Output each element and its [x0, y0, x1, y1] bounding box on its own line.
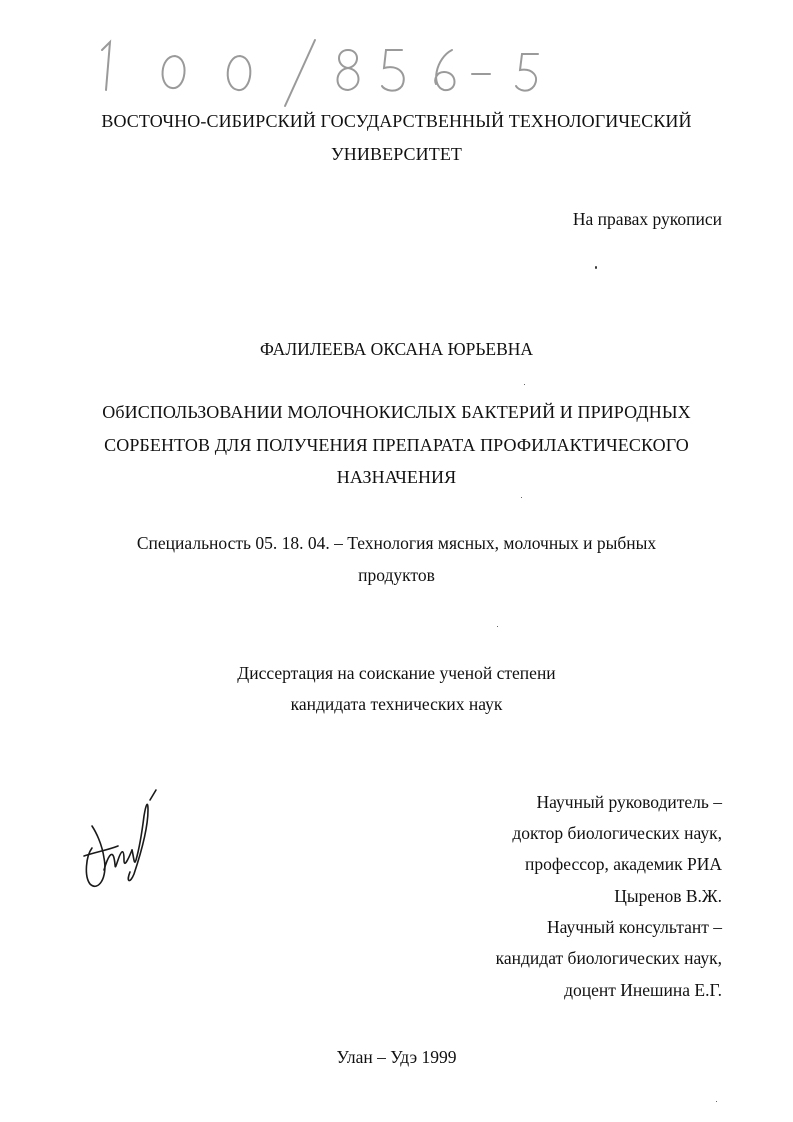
- author-name: ФАЛИЛЕЕВА ОКСАНА ЮРЬЕВНА: [259, 339, 534, 359]
- scan-speck: [497, 626, 498, 627]
- handwritten-signature: [78, 786, 168, 896]
- place-and-year: Улан – Удэ 1999: [336, 1047, 457, 1067]
- scan-speck: [716, 1101, 717, 1102]
- degree-line-2: кандидата технических наук: [290, 694, 503, 714]
- scan-speck: [521, 497, 522, 498]
- handwritten-archive-number: [80, 28, 580, 108]
- dissertation-title-line-1: ОбИСПОЛЬЗОВАНИИ МОЛОЧНОКИСЛЫХ БАКТЕРИЙ И ПРИРОДНЫХ: [102, 402, 691, 422]
- university-name-line-2: УНИВЕРСИТЕТ: [330, 144, 463, 164]
- rights-note: На правах рукописи: [572, 209, 722, 229]
- university-name-line-1: ВОСТОЧНО-СИБИРСКИЙ ГОСУДАРСТВЕННЫЙ ТЕХНОЛОГИЧЕСКИЙ: [101, 111, 692, 131]
- dissertation-title-line-3: НАЗНАЧЕНИЯ: [336, 467, 457, 487]
- supervisor-line: Цыренов В.Ж.: [614, 886, 722, 906]
- dissertation-title-line-2: СОРБЕНТОВ ДЛЯ ПОЛУЧЕНИЯ ПРЕПАРАТА ПРОФИЛАКТИЧЕСКОГО: [104, 435, 689, 455]
- specialty-line-2: продуктов: [358, 565, 435, 585]
- supervisor-line: доцент Инешина Е.Г.: [564, 980, 722, 1000]
- supervisor-line: профессор, академик РИА: [525, 854, 722, 874]
- supervisor-line: кандидат биологических наук,: [495, 948, 722, 968]
- scan-speck: [595, 266, 597, 269]
- specialty-line-1: Специальность 05. 18. 04. – Технология мясных, молочных и рыбных: [136, 533, 657, 553]
- supervisor-line: Научный руководитель –: [536, 792, 722, 812]
- scan-speck: [524, 384, 525, 385]
- supervisor-line: доктор биологических наук,: [512, 823, 722, 843]
- degree-line-1: Диссертация на соискание ученой степени: [237, 663, 556, 683]
- supervisor-line: Научный консультант –: [547, 917, 722, 937]
